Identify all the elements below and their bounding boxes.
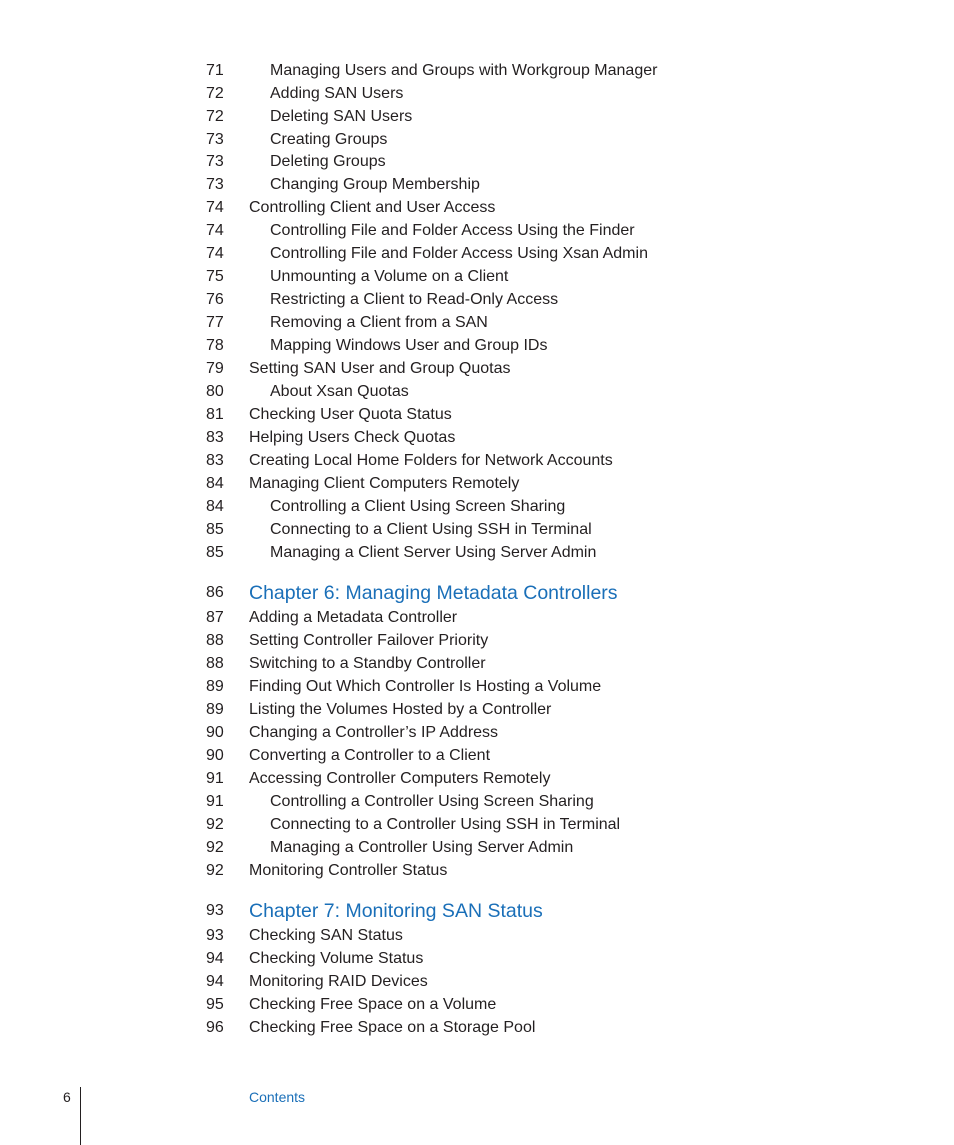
toc-entry[interactable] bbox=[0, 59, 954, 82]
toc-page-number: 73 bbox=[206, 131, 224, 148]
toc-entry[interactable] bbox=[0, 196, 954, 219]
toc-entry-title: Monitoring Controller Status bbox=[249, 862, 448, 879]
toc-entry[interactable] bbox=[0, 859, 954, 882]
toc-entry-title: Connecting to a Client Using SSH in Terminal bbox=[270, 521, 592, 538]
toc-entry-title: Helping Users Check Quotas bbox=[249, 429, 456, 446]
toc-entry-title: Unmounting a Volume on a Client bbox=[270, 268, 509, 285]
toc-entry-title: Controlling File and Folder Access Using the Finder bbox=[270, 222, 635, 239]
toc-page-number: 76 bbox=[206, 291, 224, 308]
toc-entry-title: Connecting to a Controller Using SSH in Terminal bbox=[270, 816, 621, 833]
toc-entry[interactable] bbox=[0, 606, 954, 629]
toc-entry[interactable] bbox=[0, 357, 954, 380]
toc-page-number: 71 bbox=[206, 62, 224, 79]
toc-page-number: 74 bbox=[206, 199, 224, 216]
toc-page-number: 79 bbox=[206, 360, 224, 377]
toc-entry[interactable] bbox=[0, 265, 954, 288]
toc-page-number: 80 bbox=[206, 383, 224, 400]
toc-chapter-title: Chapter 7: Monitoring SAN Status bbox=[249, 900, 543, 922]
toc-entry-title: Controlling Client and User Access bbox=[249, 199, 496, 216]
toc-entry[interactable] bbox=[0, 698, 954, 721]
toc-entry[interactable] bbox=[0, 970, 954, 993]
toc-page-number: 73 bbox=[206, 176, 224, 193]
toc-entry-title: Finding Out Which Controller Is Hosting a Volume bbox=[249, 678, 602, 695]
toc-entry-title: Managing a Client Server Using Server Admin bbox=[270, 544, 597, 561]
toc-page-number: 75 bbox=[206, 268, 224, 285]
toc-page-number: 83 bbox=[206, 452, 224, 469]
toc-page-number: 91 bbox=[206, 770, 224, 787]
toc-entry[interactable] bbox=[0, 150, 954, 173]
toc-entry[interactable] bbox=[0, 541, 954, 564]
toc-entry[interactable] bbox=[0, 1016, 954, 1039]
toc-page-number: 72 bbox=[206, 108, 224, 125]
toc-entry-title: Monitoring RAID Devices bbox=[249, 973, 428, 990]
toc-page-number: 93 bbox=[206, 902, 224, 919]
toc-page-number: 94 bbox=[206, 950, 224, 967]
toc-entry[interactable] bbox=[0, 173, 954, 196]
toc-chapter-heading[interactable] bbox=[0, 580, 954, 606]
toc-chapter-heading[interactable] bbox=[0, 898, 954, 924]
toc-entry-title: Mapping Windows User and Group IDs bbox=[270, 337, 548, 354]
toc-entry[interactable] bbox=[0, 790, 954, 813]
toc-entry[interactable] bbox=[0, 128, 954, 151]
toc-page-number: 84 bbox=[206, 498, 224, 515]
toc-page-number: 87 bbox=[206, 609, 224, 626]
toc-entry-title: Checking Free Space on a Volume bbox=[249, 996, 497, 1013]
toc-entry[interactable] bbox=[0, 675, 954, 698]
toc-page-number: 83 bbox=[206, 429, 224, 446]
toc-page-number: 85 bbox=[206, 521, 224, 538]
toc-page-number: 88 bbox=[206, 655, 224, 672]
toc-entry-title: Setting SAN User and Group Quotas bbox=[249, 360, 511, 377]
toc-page-number: 78 bbox=[206, 337, 224, 354]
toc-entry[interactable] bbox=[0, 105, 954, 128]
footer-page-number: 6 bbox=[63, 1089, 71, 1105]
toc-page-number: 88 bbox=[206, 632, 224, 649]
toc-entry[interactable] bbox=[0, 403, 954, 426]
toc-entry[interactable] bbox=[0, 288, 954, 311]
toc-entry-title: Changing Group Membership bbox=[270, 176, 480, 193]
toc-entry-title: Managing a Controller Using Server Admin bbox=[270, 839, 574, 856]
toc-page-number: 72 bbox=[206, 85, 224, 102]
toc-page-number: 77 bbox=[206, 314, 224, 331]
toc-entry-title: Checking Volume Status bbox=[249, 950, 424, 967]
toc-entry-title: Creating Groups bbox=[270, 131, 388, 148]
toc-entry[interactable] bbox=[0, 380, 954, 403]
toc-entry[interactable] bbox=[0, 82, 954, 105]
toc-page-number: 90 bbox=[206, 724, 224, 741]
toc-entry-title: Checking User Quota Status bbox=[249, 406, 452, 423]
toc-page-number: 85 bbox=[206, 544, 224, 561]
toc-entry[interactable] bbox=[0, 836, 954, 859]
toc-entry[interactable] bbox=[0, 721, 954, 744]
toc-entry[interactable] bbox=[0, 518, 954, 541]
toc-page-number: 90 bbox=[206, 747, 224, 764]
toc-entry-title: Managing Users and Groups with Workgroup Manager bbox=[270, 62, 658, 79]
toc-entry-title: Checking Free Space on a Storage Pool bbox=[249, 1019, 536, 1036]
toc-entry-title: Switching to a Standby Controller bbox=[249, 655, 486, 672]
footer-divider bbox=[80, 1087, 81, 1145]
toc-entry[interactable] bbox=[0, 924, 954, 947]
toc-entry-title: Deleting Groups bbox=[270, 153, 386, 170]
toc-entry[interactable] bbox=[0, 311, 954, 334]
toc-entry[interactable] bbox=[0, 767, 954, 790]
toc-entry[interactable] bbox=[0, 629, 954, 652]
toc-page-number: 81 bbox=[206, 406, 224, 423]
toc-page-number: 74 bbox=[206, 245, 224, 262]
toc-entry[interactable] bbox=[0, 426, 954, 449]
toc-entry[interactable] bbox=[0, 652, 954, 675]
toc-entry[interactable] bbox=[0, 813, 954, 836]
toc-page-number: 91 bbox=[206, 793, 224, 810]
toc-entry-title: About Xsan Quotas bbox=[270, 383, 409, 400]
toc-entry[interactable] bbox=[0, 744, 954, 767]
toc-page-number: 95 bbox=[206, 996, 224, 1013]
toc-page-number: 92 bbox=[206, 839, 224, 856]
toc-page-number: 89 bbox=[206, 678, 224, 695]
toc-entry[interactable] bbox=[0, 219, 954, 242]
toc-entry[interactable] bbox=[0, 495, 954, 518]
toc-entry-title: Deleting SAN Users bbox=[270, 108, 413, 125]
toc-page-number: 93 bbox=[206, 927, 224, 944]
toc-page-number: 73 bbox=[206, 153, 224, 170]
footer-section-label: Contents bbox=[249, 1089, 306, 1105]
toc-entry-title: Converting a Controller to a Client bbox=[249, 747, 491, 764]
toc-page-number: 74 bbox=[206, 222, 224, 239]
toc-page-number: 84 bbox=[206, 475, 224, 492]
toc-entry[interactable] bbox=[0, 334, 954, 357]
toc-page-number: 92 bbox=[206, 816, 224, 833]
toc-entry[interactable] bbox=[0, 947, 954, 970]
toc-entry-title: Restricting a Client to Read-Only Access bbox=[270, 291, 559, 308]
toc-entry[interactable] bbox=[0, 993, 954, 1016]
toc-page-number: 89 bbox=[206, 701, 224, 718]
toc-entry-title: Removing a Client from a SAN bbox=[270, 314, 488, 331]
toc-entry-title: Setting Controller Failover Priority bbox=[249, 632, 489, 649]
toc-entry-title: Checking SAN Status bbox=[249, 927, 403, 944]
toc-entry[interactable] bbox=[0, 242, 954, 265]
toc-entry-title: Controlling File and Folder Access Using Xsan Admin bbox=[270, 245, 648, 262]
toc-page-number: 96 bbox=[206, 1019, 224, 1036]
toc-entry-title: Creating Local Home Folders for Network Accounts bbox=[249, 452, 613, 469]
toc-entry-title: Listing the Volumes Hosted by a Controller bbox=[249, 701, 552, 718]
toc-entry-title: Accessing Controller Computers Remotely bbox=[249, 770, 551, 787]
toc-page-number: 92 bbox=[206, 862, 224, 879]
toc-entry-title: Controlling a Client Using Screen Sharing bbox=[270, 498, 566, 515]
toc-chapter-title: Chapter 6: Managing Metadata Controllers bbox=[249, 582, 618, 604]
toc-entry[interactable] bbox=[0, 472, 954, 495]
toc-entry-title: Controlling a Controller Using Screen Sharing bbox=[270, 793, 594, 810]
toc-entry-title: Adding SAN Users bbox=[270, 85, 404, 102]
toc-entry-title: Changing a Controller’s IP Address bbox=[249, 724, 499, 741]
toc-entry[interactable] bbox=[0, 449, 954, 472]
toc-page-number: 86 bbox=[206, 584, 224, 601]
toc-page-number: 94 bbox=[206, 973, 224, 990]
toc-entry-title: Managing Client Computers Remotely bbox=[249, 475, 520, 492]
toc-entry-title: Adding a Metadata Controller bbox=[249, 609, 458, 626]
